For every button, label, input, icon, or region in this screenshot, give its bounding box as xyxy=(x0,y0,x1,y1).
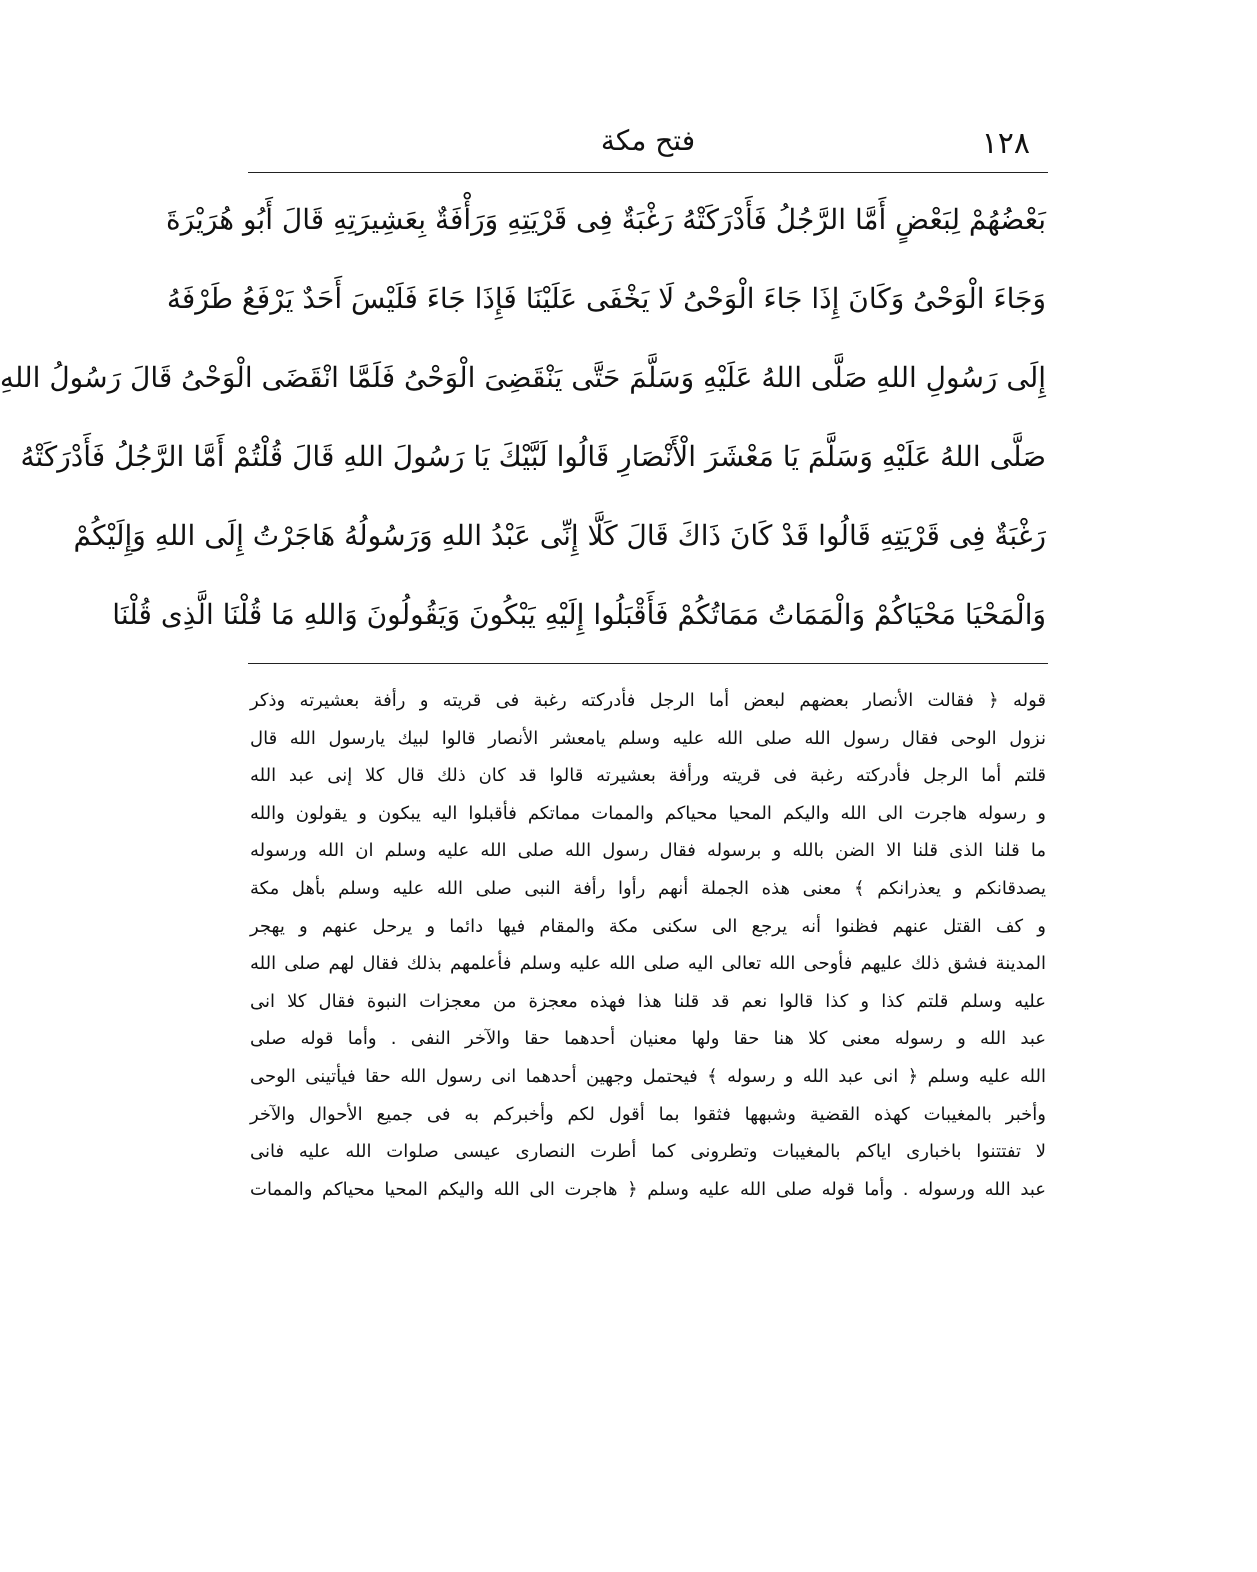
hadith-line: إِلَى رَسُولِ اللهِ صَلَّى اللهُ عَلَيْهِ وَسَلَّمَ حَتَّى يَنْقَضِىَ الْوَحْىُ فَلَمَّا انْقَضَى الْوَحْىُ قَالَ رَسُولُ اللهِ xyxy=(0,361,1046,394)
commentary-line: نزول الوحى فقال رسول الله صلى الله عليه وسلم يامعشر الأنصار قالوا لبيك يارسول الله قال xyxy=(250,727,1046,749)
hadith-line: وَالْمَحْيَا مَحْيَاكُمْ وَالْمَمَاتُ مَمَاتُكُمْ فَأَقْبَلُوا إِلَيْهِ يَبْكُونَ وَيَقُولُونَ وَاللهِ مَا قُلْنَا الَّذِى قُلْنَا xyxy=(112,598,1046,631)
running-header xyxy=(248,118,1048,170)
hadith-text xyxy=(0,180,1046,654)
header-divider xyxy=(248,172,1048,173)
commentary-line: المدينة فشق ذلك عليهم فأوحى الله تعالى اليه صلى الله عليه وسلم فأعلمهم بذلك فقال لهم صلى الله xyxy=(250,953,1046,975)
hadith-line: بَعْضُهُمْ لِبَعْضٍ أَمَّا الرَّجُلُ فَأَدْرَكَتْهُ رَغْبَةٌ فِى قَرْيَتِهِ وَرَأْفَةٌ بِعَشِيرَتِهِ قَالَ أَبُو هُرَيْرَةَ xyxy=(165,203,1046,236)
commentary-line: ما قلنا الذى قلنا الا الضن بالله و برسوله فقال رسول الله صلى الله عليه وسلم ان الله ورسوله xyxy=(250,840,1046,862)
commentary-line: لا تفتتنوا باخبارى اياكم بالمغيبات وتطرونى كما أطرت النصارى عيسى صلوات الله عليه فانى xyxy=(250,1141,1046,1163)
commentary-line: وأخبر بالمغيبات كهذه القضية وشبهها فثقوا بما أقول لكم وأخبركم به فى جميع الأحوال والآخر xyxy=(250,1103,1046,1125)
commentary-line: قوله ﴿ فقالت الأنصار بعضهم لبعض أما الرجل فأدركته رغبة فى قريته و رأفة بعشيرته وذكر xyxy=(250,690,1046,711)
commentary-line: و كف القتل عنهم فظنوا أنه يرجع الى سكنى مكة والمقام فيها دائما و يرحل عنهم و يهجر xyxy=(250,915,1046,937)
commentary-line: عليه وسلم قلتم كذا و كذا قالوا نعم قد قلنا هذا فهذه معجزة من معجزات النبوة فقال كلا انى xyxy=(250,990,1046,1012)
hadith-line: رَغْبَةٌ فِى قَرْيَتِهِ قَالُوا قَدْ كَانَ ذَاكَ قَالَ كَلَّا إِنِّى عَبْدُ اللهِ وَرَسُولُهُ هَاجَرْتُ إِلَى اللهِ وَإِلَيْكُمْ xyxy=(73,519,1046,552)
chapter-title: فتح مكة xyxy=(600,124,696,157)
commentary-line: عبد الله و رسوله معنى كلا هنا حقا ولها معنيان أحدهما حقا والآخر النفى . وأما قوله صلى xyxy=(250,1028,1046,1050)
hadith-line: وَجَاءَ الْوَحْىُ وَكَانَ إِذَا جَاءَ الْوَحْىُ لَا يَخْفَى عَلَيْنَا فَإِذَا جَاءَ فَلَيْسَ أَحَدٌ يَرْفَعُ طَرْفَهُ xyxy=(166,282,1046,315)
hadith-line: صَلَّى اللهُ عَلَيْهِ وَسَلَّمَ يَا مَعْشَرَ الْأَنْصَارِ قَالُوا لَبَّيْكَ يَا رَسُولَ اللهِ قَالَ قُلْتُمْ أَمَّا الرَّجُلُ فَأَدْرَكَتْهُ xyxy=(20,440,1046,473)
commentary-text xyxy=(250,682,1046,1208)
commentary-line: يصدقانكم و يعذرانكم ﴾ معنى هذه الجملة أنهم رأوا رأفة النبى صلى الله عليه وسلم بأهل مكة xyxy=(250,877,1046,899)
page-number: ١٢٨ xyxy=(981,126,1030,161)
commentary-divider xyxy=(248,663,1048,664)
commentary-line: و رسوله هاجرت الى الله واليكم المحيا محياكم والممات مماتكم فأقبلوا اليه يبكون و يقولون والله xyxy=(250,802,1046,824)
commentary-line: عبد الله ورسوله . وأما قوله صلى الله عليه وسلم ﴿ هاجرت الى الله واليكم المحيا محياكم والممات xyxy=(250,1178,1046,1200)
commentary-line: قلتم أما الرجل فأدركته رغبة فى قريته ورأفة بعشيرته قالوا قد كان ذلك قال كلا إنى عبد الله xyxy=(250,765,1046,787)
commentary-line: الله عليه وسلم ﴿ انى عبد الله و رسوله ﴾ فيحتمل وجهين أحدهما انى رسول الله حقا فيأتينى الوحى xyxy=(250,1065,1046,1087)
